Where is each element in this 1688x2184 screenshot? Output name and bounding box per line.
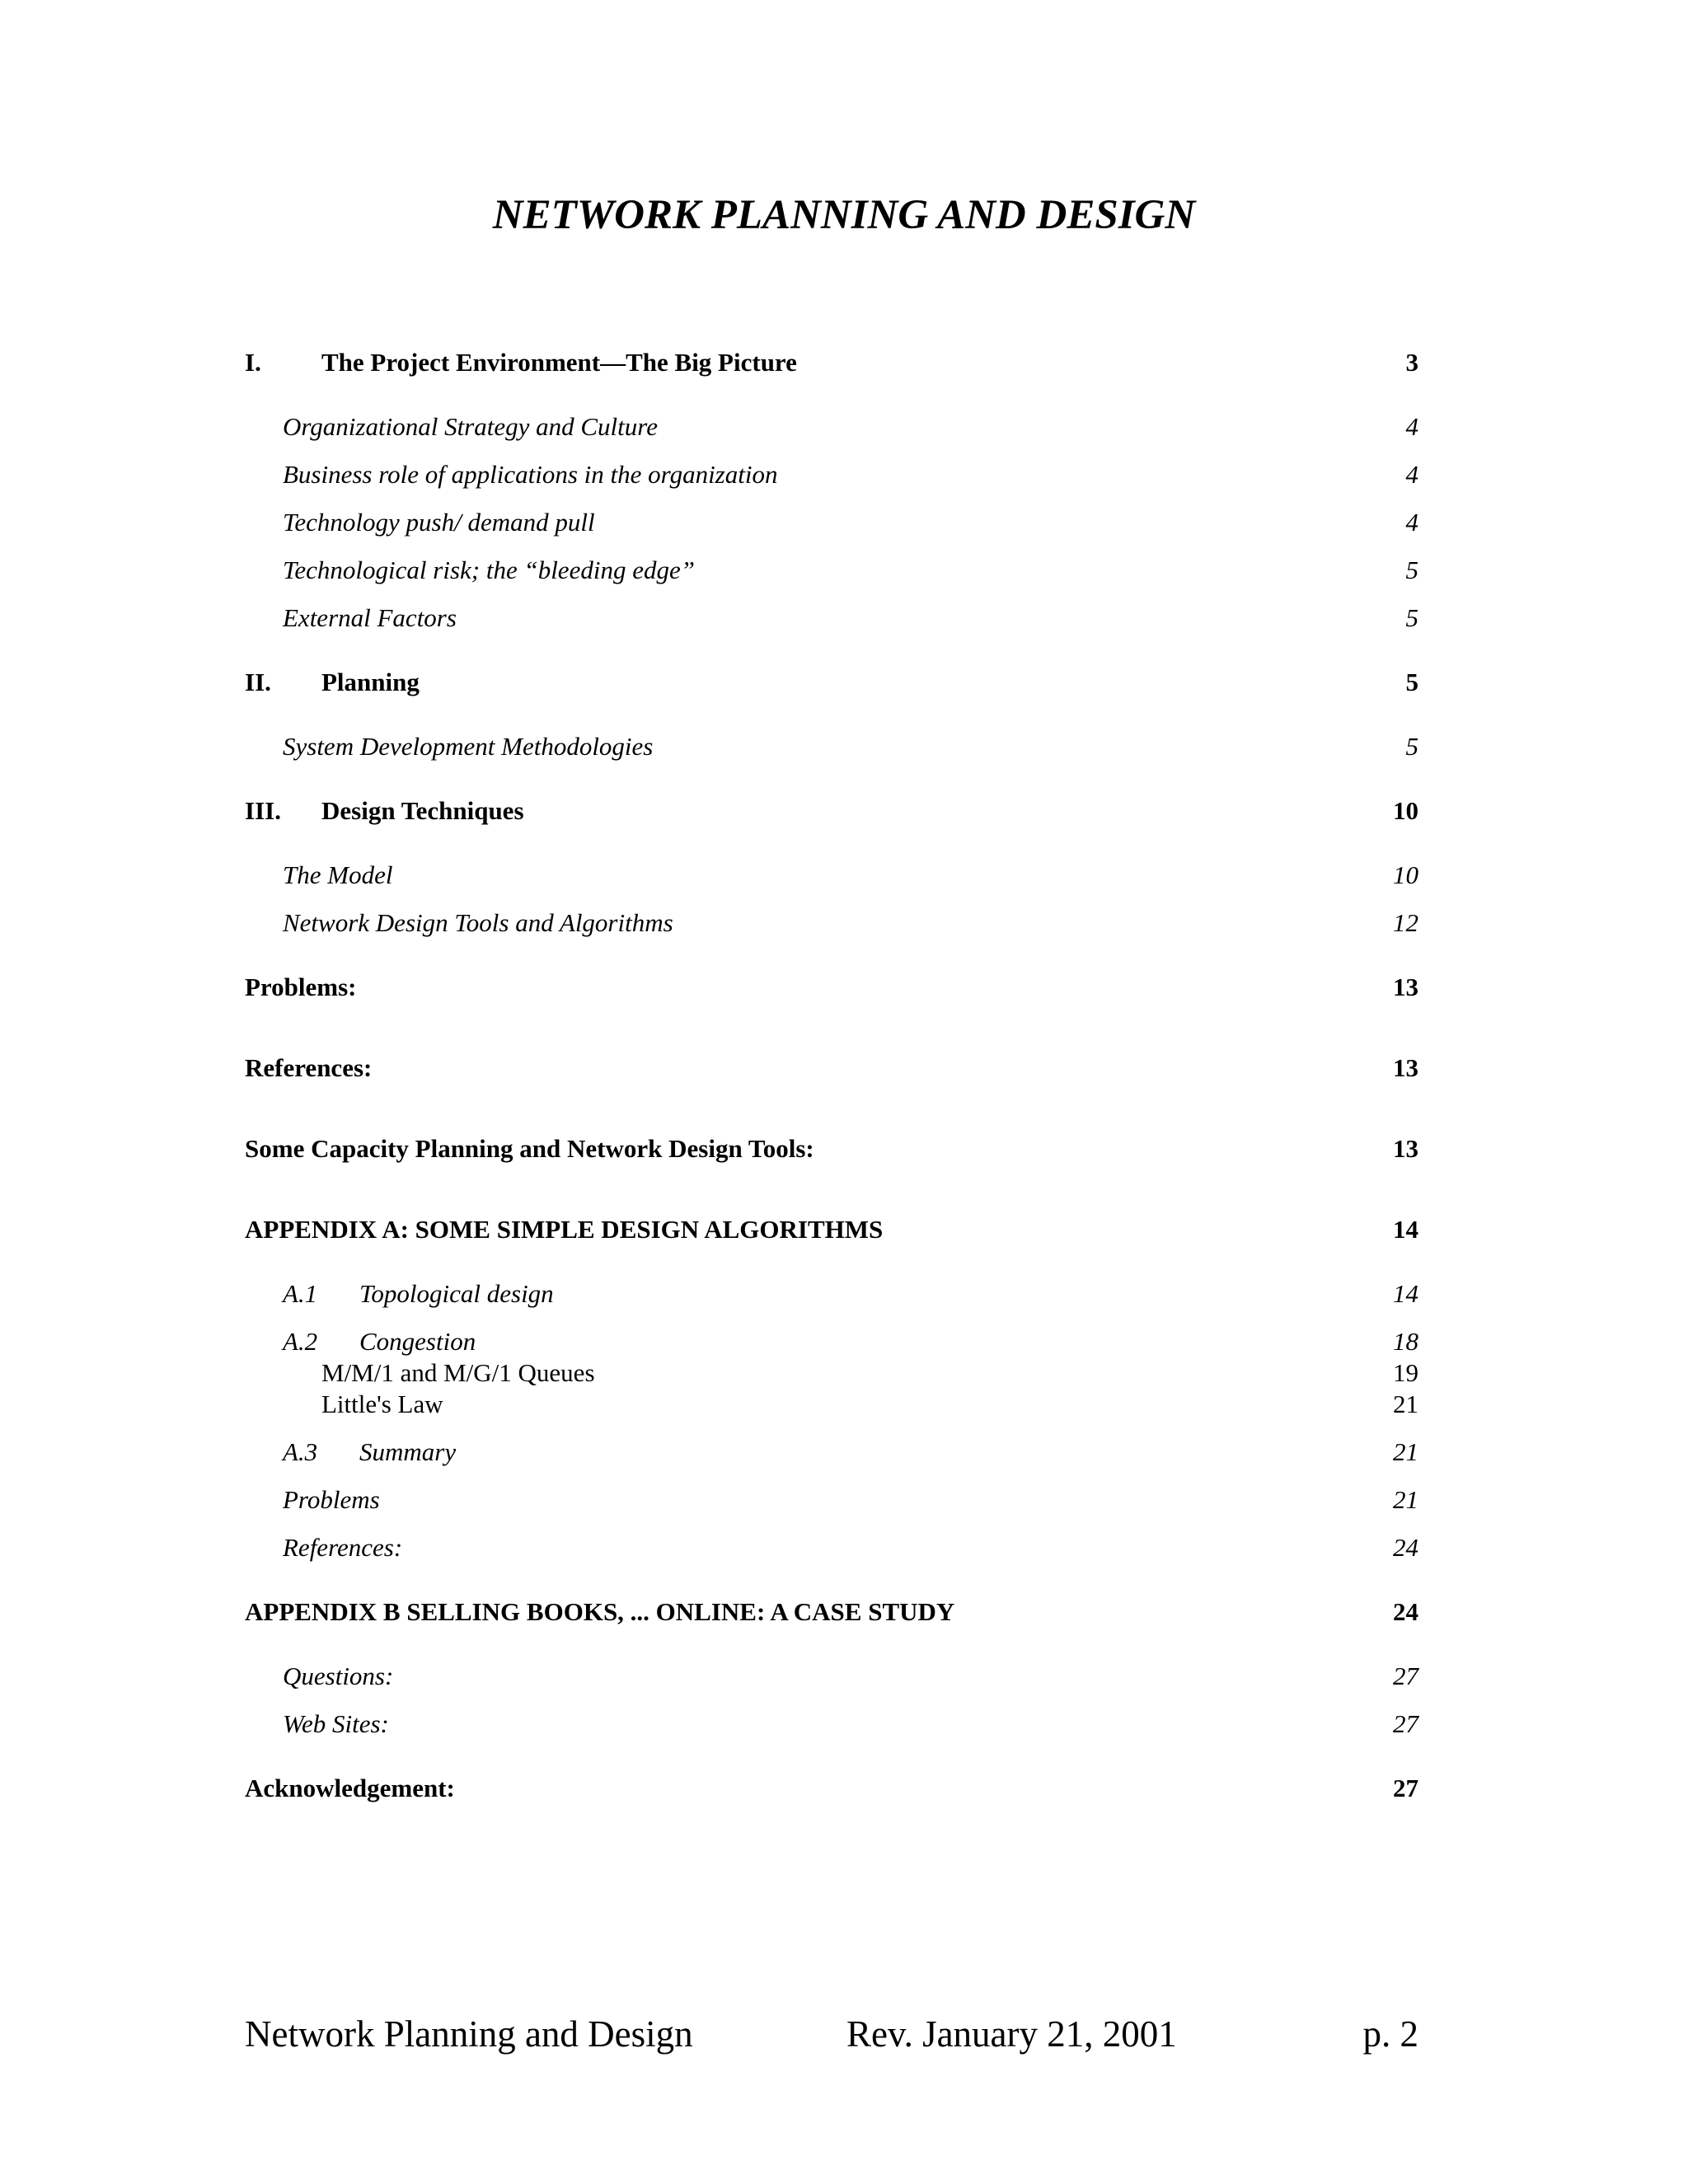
toc-entry-title: Business role of applications in the organization bbox=[283, 460, 778, 489]
footer-revision-date: Rev. January 21, 2001 bbox=[846, 2013, 1177, 2055]
toc-entry-title: Topological design bbox=[359, 1279, 554, 1308]
toc-entry-subsection[interactable] bbox=[245, 1276, 1418, 1312]
table-of-contents bbox=[245, 0, 1418, 1896]
toc-entry-title: External Factors bbox=[283, 603, 457, 632]
toc-entry-section-2[interactable] bbox=[245, 664, 1418, 701]
toc-page-number: 4 bbox=[1405, 412, 1418, 441]
toc-page-number: 24 bbox=[1393, 1597, 1418, 1626]
toc-entry-title: Summary bbox=[359, 1437, 457, 1466]
toc-page-number: 4 bbox=[1405, 460, 1418, 489]
toc-entry-tools[interactable] bbox=[245, 1131, 1418, 1167]
toc-page-number: 13 bbox=[1393, 972, 1418, 1001]
toc-entry-title: Technology push/ demand pull bbox=[283, 508, 595, 537]
toc-entry-title: Problems: bbox=[245, 972, 357, 1001]
toc-entry-title: Web Sites: bbox=[283, 1709, 389, 1738]
toc-page-number: 5 bbox=[1405, 603, 1418, 632]
toc-entry-title: Design Techniques bbox=[321, 796, 524, 825]
footer-document-title: Network Planning and Design bbox=[245, 2013, 693, 2055]
toc-page-number: 21 bbox=[1393, 1485, 1418, 1514]
toc-page-number: 5 bbox=[1405, 555, 1418, 584]
toc-entry-section-1[interactable] bbox=[245, 344, 1418, 381]
toc-entry-title: APPENDIX B SELLING BOOKS, ... ONLINE: A CASE STUDY bbox=[245, 1597, 955, 1626]
toc-entry-title: Technological risk; the “bleeding edge” bbox=[283, 555, 695, 584]
toc-entry-subsection[interactable] bbox=[245, 552, 1418, 588]
toc-entry-title: Organizational Strategy and Culture bbox=[283, 412, 658, 441]
footer-page-number: p. 2 bbox=[1362, 2013, 1418, 2055]
toc-entry-acknowledgement[interactable] bbox=[245, 1770, 1418, 1807]
toc-page-number: 19 bbox=[1393, 1358, 1418, 1387]
toc-entry-title: M/M/1 and M/G/1 Queues bbox=[321, 1358, 595, 1387]
toc-entry-subsection[interactable] bbox=[245, 1434, 1418, 1470]
page-title: NETWORK PLANNING AND DESIGN bbox=[492, 192, 1196, 238]
toc-entry-title: The Project Environment—The Big Picture bbox=[321, 348, 797, 377]
toc-entry-subsection[interactable] bbox=[245, 857, 1418, 893]
toc-page-number: 18 bbox=[1393, 1327, 1418, 1356]
toc-page-number: 12 bbox=[1393, 908, 1418, 937]
toc-entry-title: Network Design Tools and Algorithms bbox=[283, 908, 673, 937]
toc-page-number: 13 bbox=[1393, 1134, 1418, 1163]
toc-entry-title: Congestion bbox=[359, 1327, 476, 1356]
toc-entry-number: III. bbox=[245, 796, 281, 825]
toc-entry-references[interactable] bbox=[245, 1050, 1418, 1086]
toc-entry-title: Problems bbox=[283, 1485, 380, 1514]
toc-entry-title: APPENDIX A: SOME SIMPLE DESIGN ALGORITHMS bbox=[245, 1215, 884, 1244]
toc-entry-title: Planning bbox=[321, 668, 420, 696]
toc-entry-section-3[interactable] bbox=[245, 793, 1418, 829]
toc-page-number: 5 bbox=[1405, 668, 1418, 696]
toc-page-number: 3 bbox=[1405, 348, 1418, 377]
toc-entry-title: Little's Law bbox=[321, 1390, 443, 1418]
toc-entry-subsection[interactable] bbox=[245, 600, 1418, 636]
toc-entry-appendix-b[interactable] bbox=[245, 1594, 1418, 1630]
toc-entry-subsection[interactable] bbox=[245, 1706, 1418, 1742]
toc-entry-title: Some Capacity Planning and Network Design Tools: bbox=[245, 1134, 814, 1163]
toc-page-number: 21 bbox=[1393, 1390, 1418, 1418]
toc-entry-subsection[interactable] bbox=[245, 1530, 1418, 1566]
toc-page-number: 4 bbox=[1405, 508, 1418, 537]
toc-entry-number: A.1 bbox=[283, 1279, 318, 1308]
toc-entry-subsection[interactable] bbox=[245, 1482, 1418, 1518]
toc-page-number: 27 bbox=[1393, 1661, 1418, 1690]
toc-page-number: 5 bbox=[1405, 732, 1418, 761]
toc-entry-subsubsection[interactable] bbox=[245, 1389, 1418, 1420]
toc-entry-subsection[interactable] bbox=[245, 457, 1418, 493]
toc-entry-title: References: bbox=[245, 1053, 373, 1082]
toc-entry-number: II. bbox=[245, 668, 271, 696]
toc-entry-subsection[interactable] bbox=[245, 409, 1418, 445]
toc-page-number: 10 bbox=[1393, 860, 1418, 889]
toc-entry-number: A.3 bbox=[283, 1437, 318, 1466]
toc-entry-title: Questions: bbox=[283, 1661, 394, 1690]
toc-page-number: 27 bbox=[1393, 1774, 1418, 1802]
toc-page-number: 27 bbox=[1393, 1709, 1418, 1738]
toc-entry-number: I. bbox=[245, 348, 261, 377]
page-footer bbox=[245, 2009, 1418, 2059]
toc-page-number: 14 bbox=[1393, 1215, 1418, 1244]
toc-page-number: 14 bbox=[1393, 1279, 1418, 1308]
toc-entry-subsection[interactable] bbox=[245, 905, 1418, 941]
toc-page-number: 13 bbox=[1393, 1053, 1418, 1082]
toc-page-number: 10 bbox=[1393, 796, 1418, 825]
toc-entry-title: References: bbox=[283, 1533, 403, 1562]
toc-page-number: 21 bbox=[1393, 1437, 1418, 1466]
toc-entry-subsection[interactable] bbox=[245, 1324, 1418, 1360]
toc-entry-subsection[interactable] bbox=[245, 729, 1418, 765]
toc-entry-title: System Development Methodologies bbox=[283, 732, 654, 761]
toc-entry-subsection[interactable] bbox=[245, 1658, 1418, 1694]
toc-entry-title: The Model bbox=[283, 860, 393, 889]
toc-entry-appendix-a[interactable] bbox=[245, 1212, 1418, 1248]
toc-entry-subsubsection[interactable] bbox=[245, 1357, 1418, 1389]
toc-entry-problems[interactable] bbox=[245, 969, 1418, 1005]
toc-entry-number: A.2 bbox=[283, 1327, 318, 1356]
toc-entry-title: Acknowledgement: bbox=[245, 1774, 455, 1802]
toc-page-number: 24 bbox=[1393, 1533, 1418, 1562]
toc-entry-subsection[interactable] bbox=[245, 504, 1418, 541]
